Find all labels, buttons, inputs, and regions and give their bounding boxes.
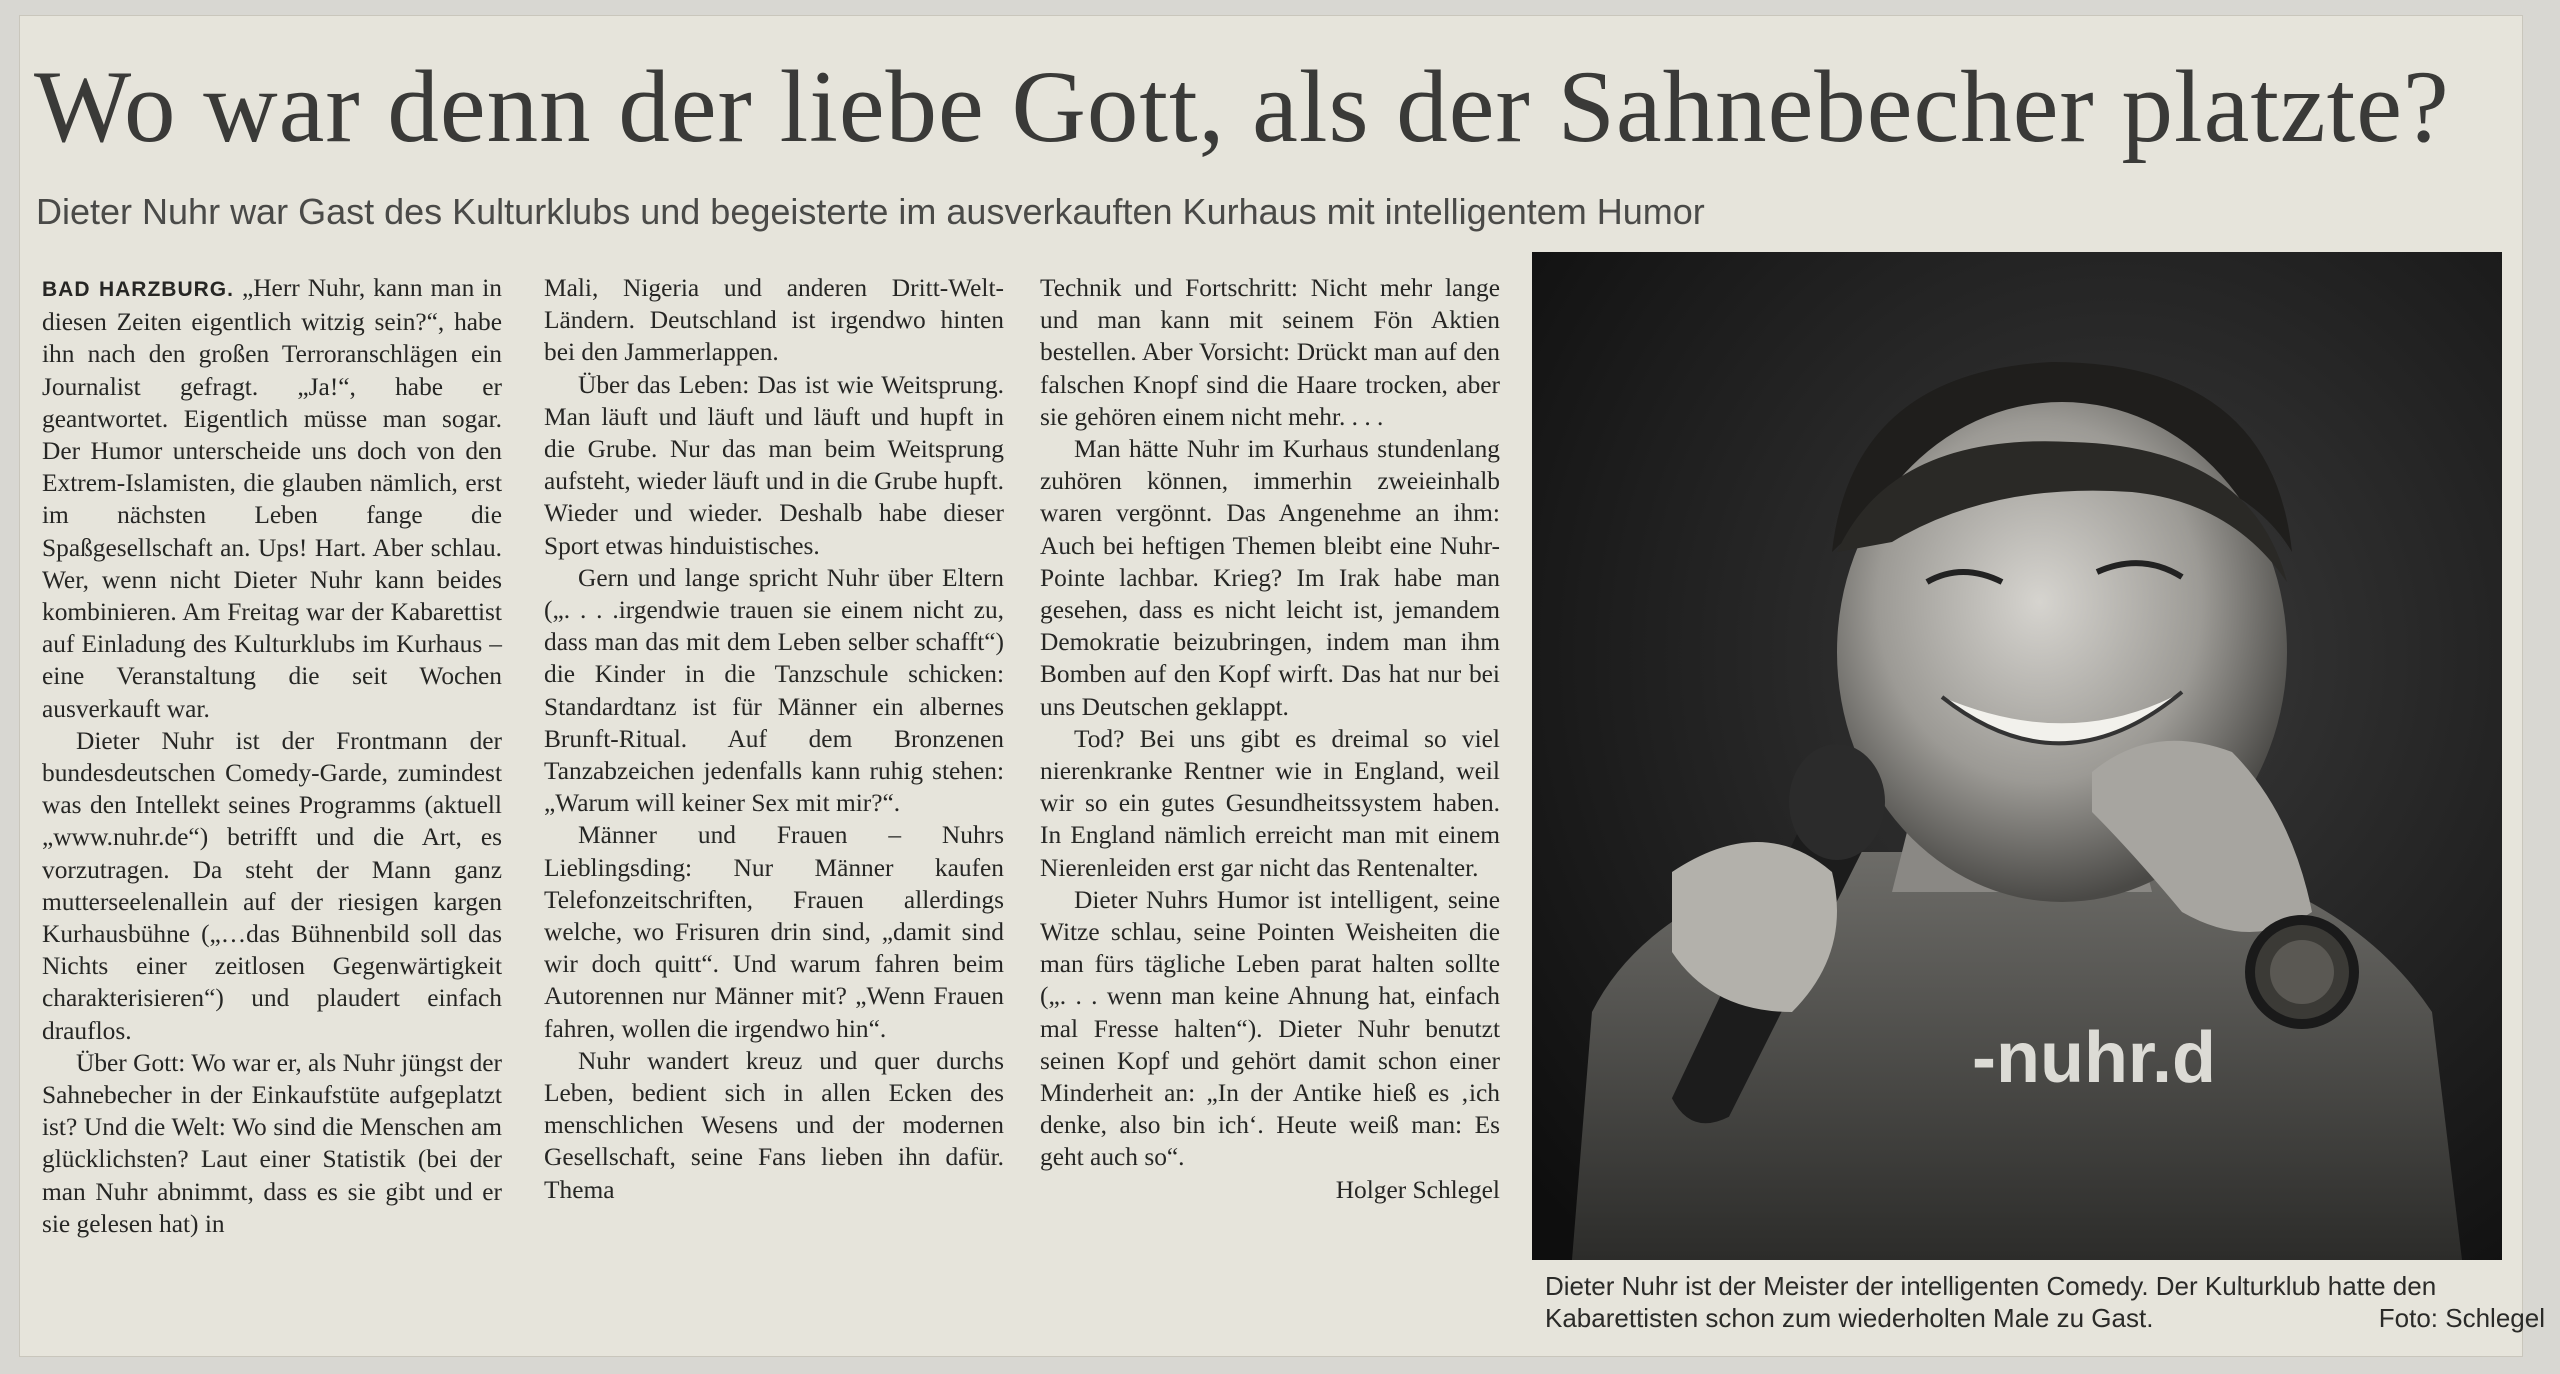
paragraph: Tod? Bei uns gibt es dreimal so viel nierenkranke Rentner wie in England, weil wir so ein gutes Gesundheitssystem haben. In England nämlich erreicht man mit einem Nierenleiden erst gar nicht das Rentenalter. <box>1040 724 1500 882</box>
paragraph: Dieter Nuhr ist der Frontmann der bundesdeutschen Comedy-Garde, zumindest was den Intellekt seines Programms (aktuell „www.nuhr.de“) betrifft und die Art, es vorzutragen. Da steht der Mann ganz mutterseelenallein auf der riesigen kargen Kurhausbühne („…das Bühnenbild soll das Nichts einer zeitlosen Gegenwärtigkeit charakterisieren“) und plaudert einfach drauflos. <box>42 726 502 1045</box>
article-column-2 <box>544 272 1004 1206</box>
paragraph: Nuhr wandert kreuz und quer durchs Leben, bedient sich in allen Ecken des menschlichen Wesens und der modernen Gesellschaft, seine Fans lieben ihn dafür. Thema <box>544 1046 1004 1204</box>
paragraph: Gern und lange spricht Nuhr über Eltern („. . . .irgendwie trauen sie einem nicht zu, dass man das mit dem Leben selber schafft“) die Kinder in die Tanzschule schicken: Standardtanz ist für Männer ein albernes Brunft-Ritual. Auf dem Bronzenen Tanzabzeichen jedenfalls kann ruhig stehen: „Warum will keiner Sex mit mir?“. <box>544 563 1004 818</box>
caption-text: Dieter Nuhr ist der Meister der intelligenten Comedy. Der Kulturklub hatte den Kabarettisten schon zum wiederholten Male zu Gast. <box>1545 1271 2437 1333</box>
paragraph: Männer und Frauen – Nuhrs Lieblingsding: Nur Männer kaufen Telefonzeitschriften, Frauen allerdings welche, wo Frisuren drin sind, „damit sind wir doch quitt“. Und warum fahren beim Autorennen nur Männer mit? „Wenn Frauen fahren, wollen die irgendwo hin“. <box>544 821 1004 1043</box>
paragraph: Technik und Fortschritt: Nicht mehr lange und man kann mit seinem Fön Aktien bestellen. Aber Vorsicht: Drückt man auf den falschen Knopf sind die Haare trocken, aber sie gehören einem nicht mehr. . . . <box>1040 274 1500 431</box>
paragraph-text: „Herr Nuhr, kann man in diesen Zeiten eigentlich witzig sein?“, habe ihn nach den großen Terroranschlägen ein Journalist gefragt. „Ja!“, habe er geantwortet. Eigentlich müsse man sogar. Der Humor unterscheide uns doch von den Extrem-Islamisten, die glauben nämlich, erst im nächsten Leben fange die Spaßgesellschaft an. Ups! Hart. Aber schlau. Wer, wenn nicht Dieter Nuhr kann beides kombinieren. Am Freitag war der Kabarettist auf Einladung des Kulturklubs im Kurhaus – eine Veranstaltung die seit Wochen ausverkauft war. <box>42 274 502 723</box>
headline: Wo war denn der liebe Gott, als der Sahnebecher platzte? <box>34 50 2450 164</box>
paragraph <box>42 272 502 725</box>
paragraph: Mali, Nigeria und anderen Dritt-Welt-Ländern. Deutschland ist irgendwo hinten bei den Jammerlappen. <box>544 274 1004 367</box>
shirt-print-text: -nuhr.d <box>1972 1018 2216 1098</box>
paragraph: Dieter Nuhrs Humor ist intelligent, seine Witze schlau, seine Pointen Weisheiten die man fürs tägliche Leben parat halten sollte („. . . wenn man keine Ahnung hat, einfach mal Fresse halten“). Dieter Nuhr benutzt seinen Kopf und gehört damit schon einer Minderheit an: „In der Antike hieß es ‚ich denke, also bin ich‘. Heute weiß man: Es geht auch so“. <box>1040 885 1500 1172</box>
photo-caption <box>1545 1270 2545 1334</box>
paragraph: Über das Leben: Das ist wie Weitsprung. Man läuft und läuft und läuft und hupft in die Grube. Nur das man beim Weitsprung aufsteht, wieder läuft und in die Grube hupft. Wieder und wieder. Deshalb habe dieser Sport etwas hinduistisches. <box>544 370 1004 560</box>
paragraph: Über Gott: Wo war er, als Nuhr jüngst der Sahnebecher in der Einkaufstüte aufgeplatzt ist? Und die Welt: Wo sind die Menschen am glücklichsten? Laut einer Statistik (bei der man Nuhr abnimmt, dass es sie gibt und er sie gelesen hat) in <box>42 1048 502 1238</box>
dateline: BAD HARZBURG. <box>42 278 234 301</box>
article-photo <box>1532 252 2502 1260</box>
photo-comedian-with-microphone <box>1532 252 2502 1260</box>
paragraph: Man hätte Nuhr im Kurhaus stundenlang zuhören können, immerhin zweieinhalb waren vergönnt. Das Angenehme an ihm: Auch bei heftigen Themen bleibt eine Nuhr-Pointe lachbar. Krieg? Im Irak habe man gesehen, dass es nicht leicht ist, jemandem Demokratie beizubringen, indem man ihm Bomben auf den Kopf wirft. Das hat nur bei uns Deutschen geklappt. <box>1040 435 1500 721</box>
photo-credit: Foto: Schlegel <box>2378 1303 2545 1333</box>
article-column-3 <box>1040 272 1500 1206</box>
author-byline: Holger Schlegel <box>1335 1175 1500 1204</box>
subheadline: Dieter Nuhr war Gast des Kulturklubs und begeisterte im ausverkauften Kurhaus mit intelligentem Humor <box>36 191 1705 232</box>
article-column-1 <box>42 272 502 1240</box>
